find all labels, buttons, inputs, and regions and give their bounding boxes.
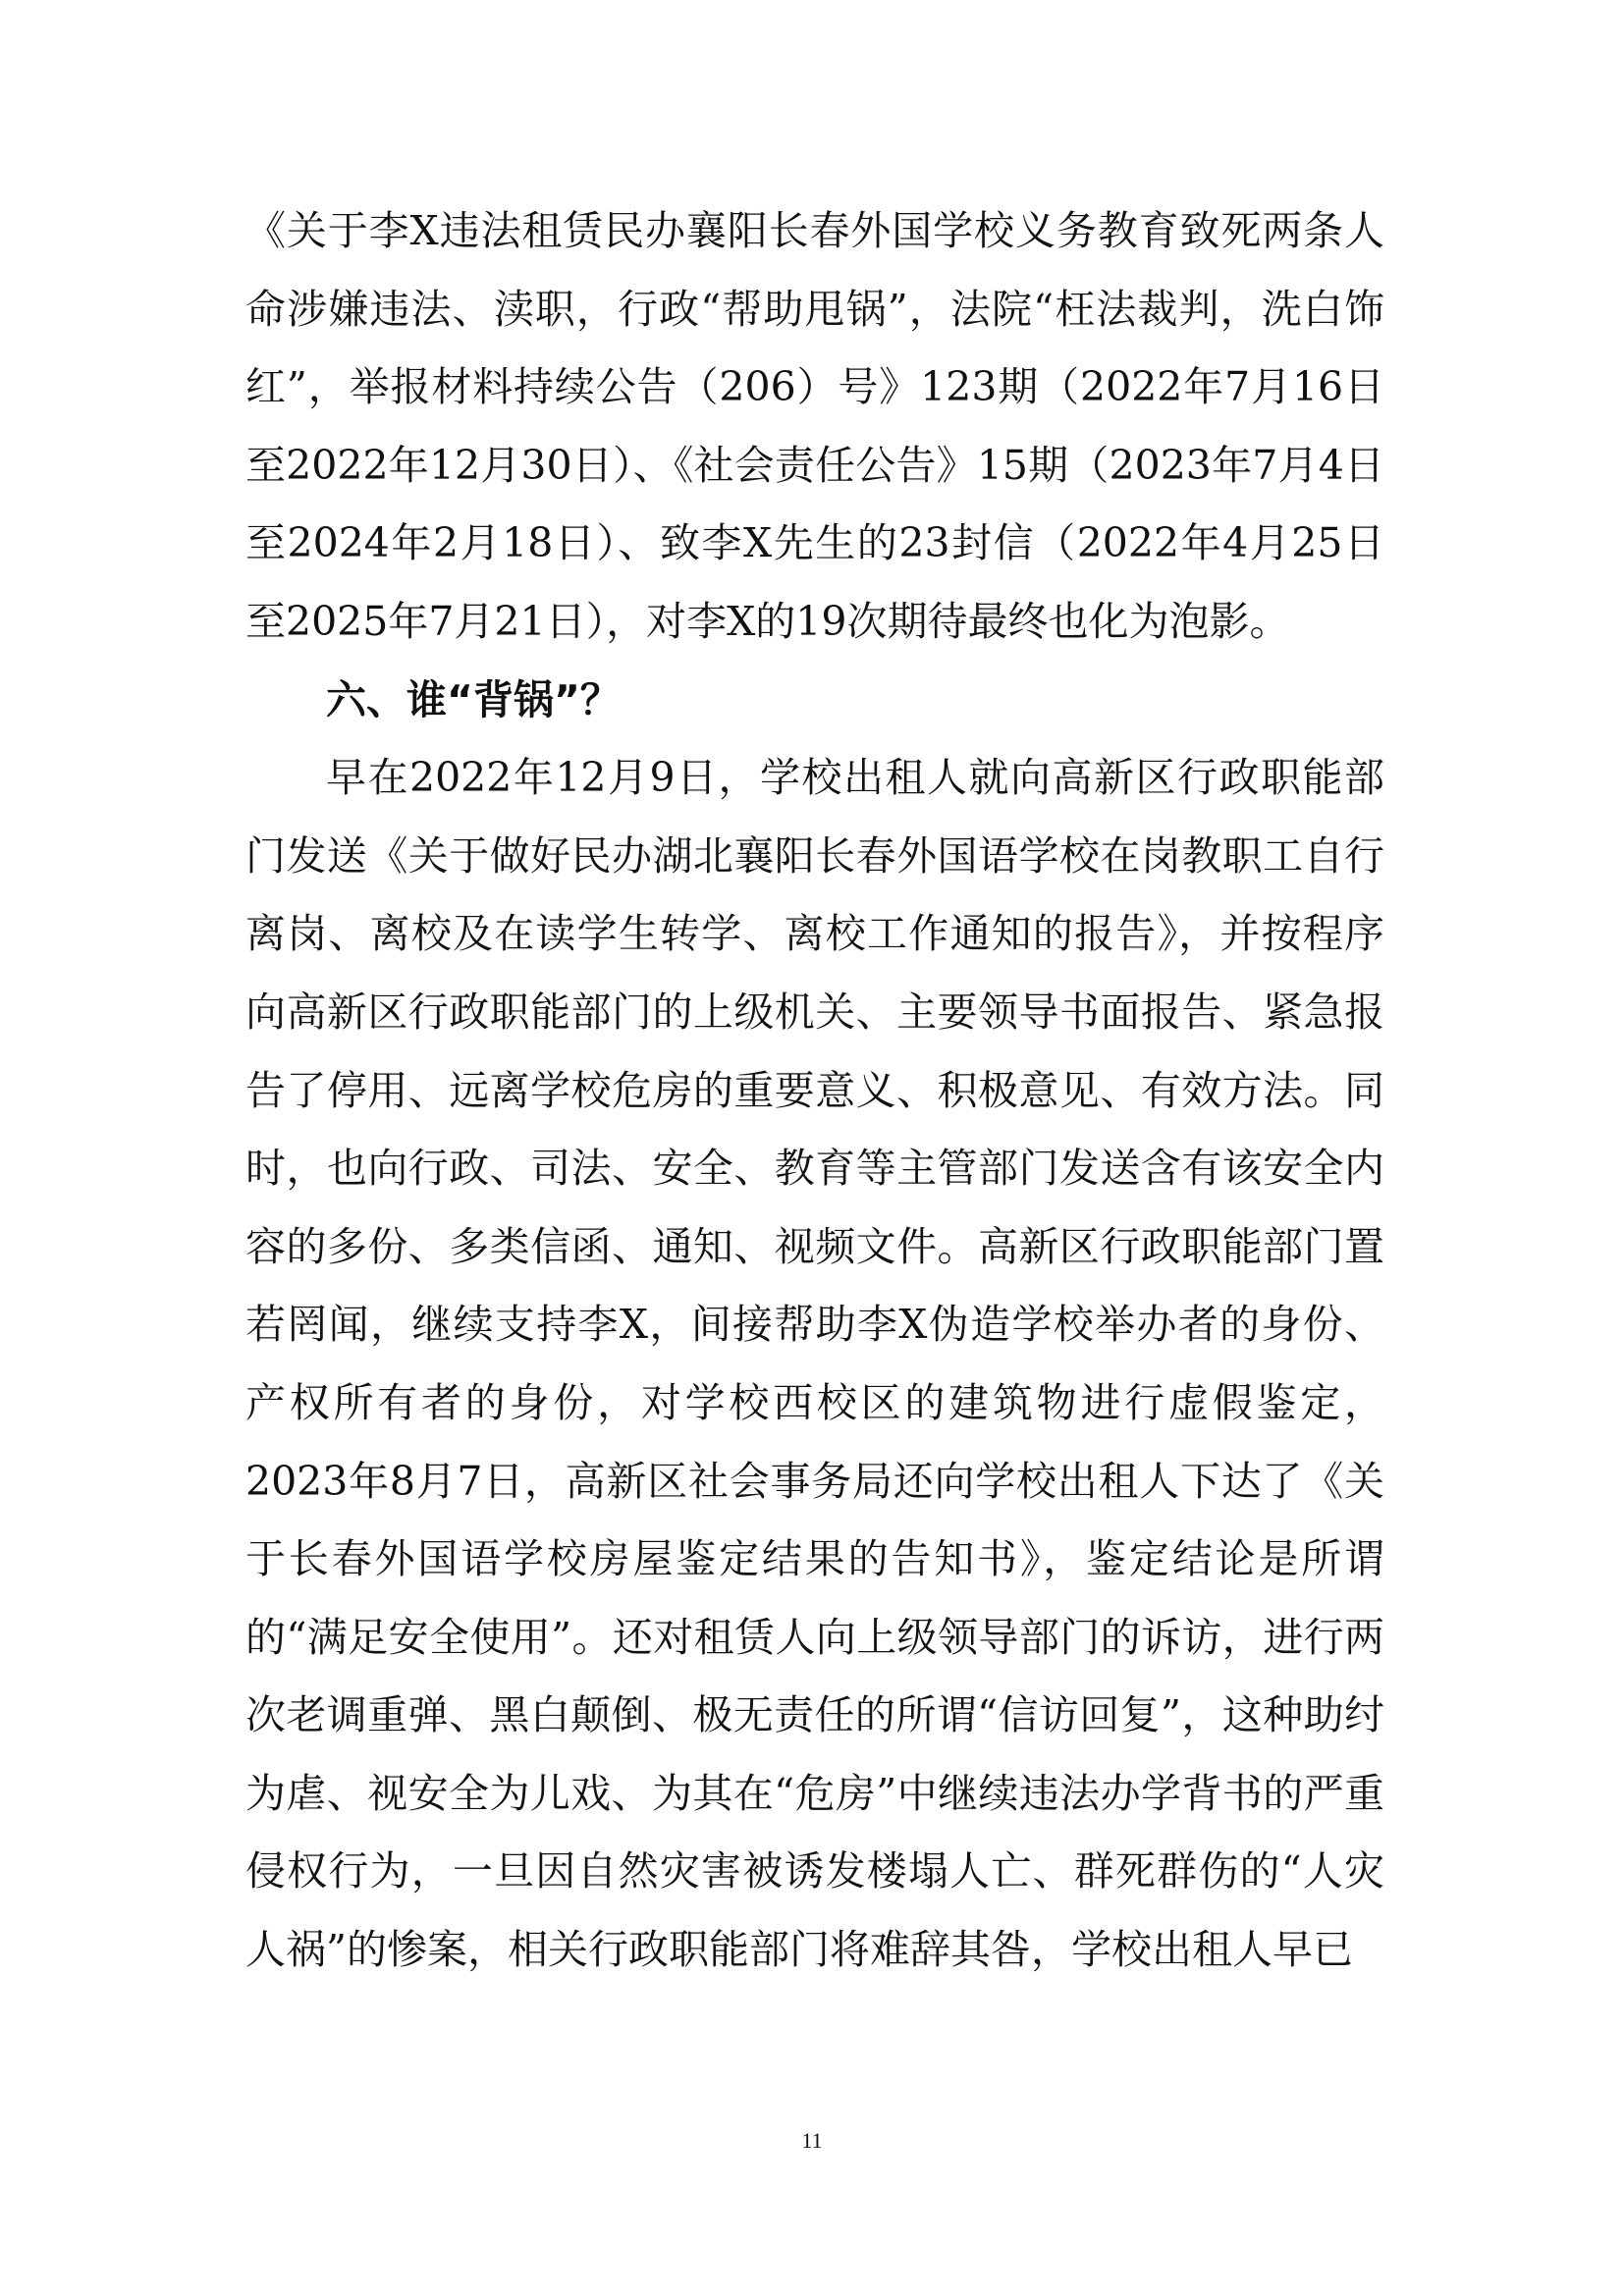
document-body — [245, 192, 1384, 1990]
paragraph-continued: 《关于李X违法租赁民办襄阳长春外国学校义务教育致死两条人命涉嫌违法、渎职，行政“帮助甩锅”，法院“枉法裁判，洗白饰红”，举报材料持续公告（206）号》123期（2022年7月16日至2022年12月30日）、《社会责任公告》15期（2023年7月4日至2024年2月18日）、致李X先生的23封信（2022年4月25日至2025年7月21日），对李X的19次期待最终也化为泡影。 — [245, 207, 1384, 645]
page-number: 11 — [801, 2128, 823, 2153]
section-heading: 六、谁“背锅”？ — [326, 675, 621, 723]
paragraph-body: 早在2022年12月9日，学校出租人就向高新区行政职能部门发送《关于做好民办湖北襄阳长春外国语学校在岗教职工自行离岗、离校及在读学生转学、离校工作通知的报告》，并按程序向高新区行政职能部门的上级机关、主要领导书面报告、紧急报告了停用、远离学校危房的重要意义、积极意见、有效方法。同时，也向行政、司法、安全、教育等主管部门发送含有该安全内容的多份、多类信函、通知、视频文件。高新区行政职能部门置若罔闻，继续支持李X，间接帮助李X伪造学校举办者的身份、产权所有者的身份，对学校西校区的建筑物进行虚假鉴定，2023年8月7日，高新区社会事务局还向学校出租人下达了《关于长春外国语学校房屋鉴定结果的告知书》，鉴定结论是所谓的“满足安全使用”。还对租赁人向上级领导部门的诉访，进行两次老调重弹、黑白颠倒、极无责任的所谓“信访回复”，这种助纣为虐、视安全为儿戏、为其在“危房”中继续违法办学背书的严重侵权行为，一旦因自然灾害被诱发楼塌人亡、群死群伤的“人灾人祸”的惨案，相关行政职能部门将难辞其咎，学校出租人早已 — [245, 754, 1384, 1974]
